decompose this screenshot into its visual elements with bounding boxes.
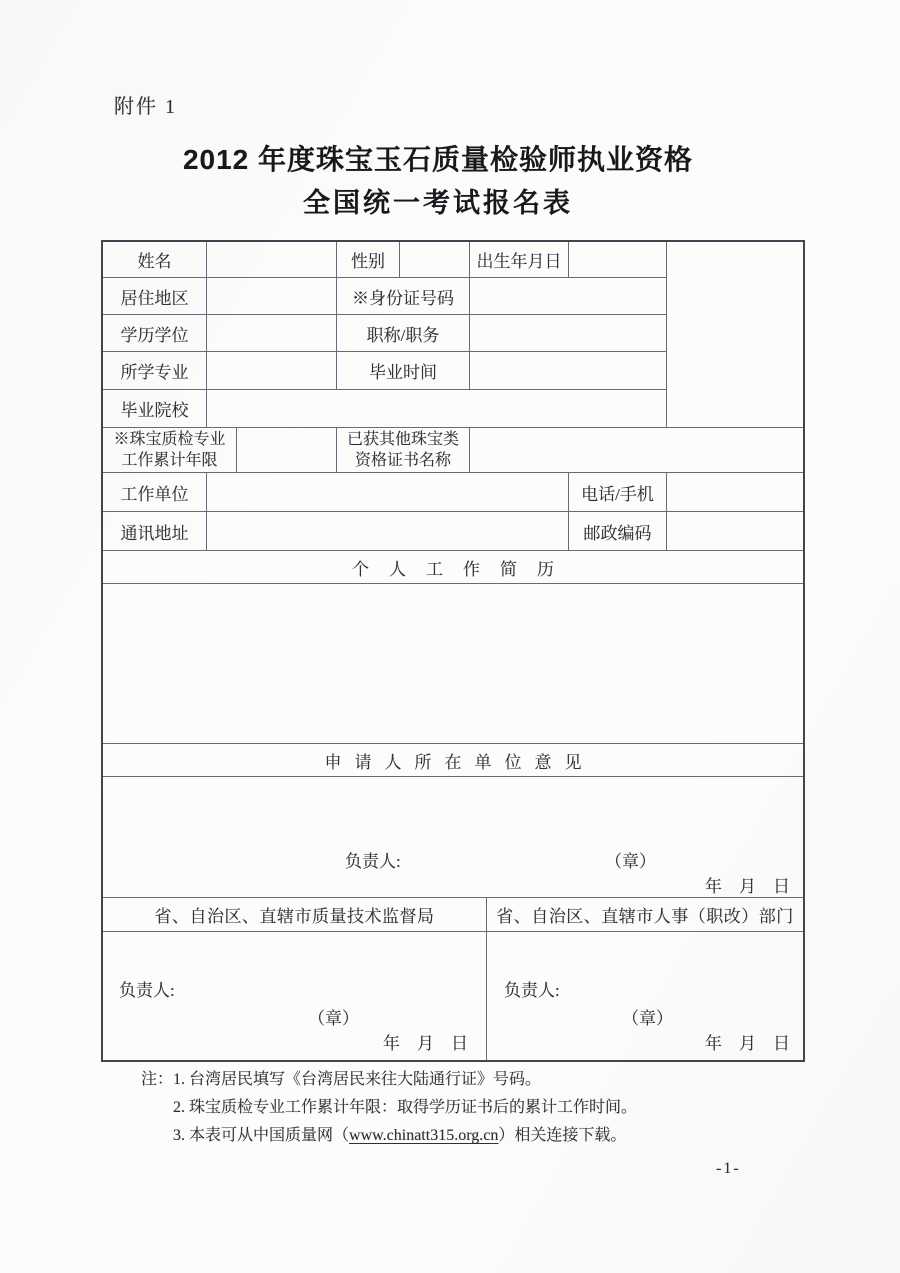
form-grid-departments [103, 898, 803, 1060]
photo-box [667, 242, 803, 428]
field-title-position-value [470, 315, 667, 352]
field-major-value [207, 352, 337, 390]
label-gender: 性别 [337, 242, 400, 278]
attachment-label: 附件 1 [114, 96, 177, 118]
opinion-date-label: 年 月 日 [705, 877, 790, 896]
field-school-value [207, 390, 667, 428]
label-work-unit: 工作单位 [103, 473, 207, 512]
dept-right-responsible-label: 负责人: [504, 981, 560, 1000]
label-work-years-line1: ※珠宝质检专业 [113, 431, 226, 448]
field-residence-value [207, 278, 337, 315]
dept-right-date-label: 年 月 日 [705, 1034, 790, 1053]
opinion-body-area [103, 777, 803, 898]
opinion-responsible-label: 负责人: [345, 852, 401, 871]
dept-left-header: 省、自治区、直辖市质量技术监督局 [103, 898, 487, 932]
label-grad-time: 毕业时间 [337, 352, 470, 390]
label-other-certs-line2: 资格证书名称 [354, 452, 451, 469]
field-other-certs-value [470, 428, 803, 473]
form-grid-main [103, 242, 803, 898]
field-postcode-value [667, 512, 803, 551]
label-major: 所学专业 [103, 352, 207, 390]
label-school: 毕业院校 [103, 390, 207, 428]
dept-right-header: 省、自治区、直辖市人事（职改）部门 [487, 898, 803, 932]
dept-left-date-label: 年 月 日 [383, 1034, 468, 1053]
label-postcode: 邮政编码 [569, 512, 667, 551]
field-work-unit-value [207, 473, 569, 512]
opinion-seal-label: （章） [605, 852, 656, 871]
field-phone-value [667, 473, 803, 512]
label-id-number: ※身份证号码 [337, 278, 470, 315]
form-title-line2: 全国统一考试报名表 [303, 188, 573, 218]
footnotes [141, 1066, 637, 1150]
footnote-item-3-pre: 3. 本表可从中国质量网（ [173, 1127, 350, 1144]
field-birth-date-value [569, 242, 667, 278]
field-grad-time-value [470, 352, 667, 390]
label-work-years-line2: 工作累计年限 [121, 452, 218, 469]
field-education-value [207, 315, 337, 352]
label-work-years [103, 428, 237, 473]
label-other-certs [337, 428, 470, 473]
footnote-item-3-url: www.chinatt315.org.cn [349, 1127, 499, 1144]
page-number: -1- [716, 1160, 741, 1177]
field-gender-value [400, 242, 470, 278]
footnote-item-3 [173, 1122, 637, 1150]
dept-right-seal-label: （章） [622, 1009, 673, 1028]
field-address-value [207, 512, 569, 551]
field-name-value [207, 242, 337, 278]
footnote-item-3-post: ）相关连接下载。 [498, 1127, 627, 1144]
dept-left-seal-label: （章） [308, 1009, 359, 1028]
label-name: 姓名 [103, 242, 207, 278]
footnote-item-1: 1. 台湾居民填写《台湾居民来往大陆通行证》号码。 [173, 1071, 542, 1088]
label-residence: 居住地区 [103, 278, 207, 315]
form-title-line1: 2012 年度珠宝玉石质量检验师执业资格 [182, 144, 694, 175]
footnote-prefix: 注： [141, 1071, 174, 1088]
field-id-number-value [470, 278, 667, 315]
resume-section-header: 个人工作简历 [103, 551, 803, 584]
registration-form-table [101, 240, 805, 1062]
label-other-certs-line1: 已获其他珠宝类 [346, 431, 459, 448]
dept-left-responsible-label: 负责人: [119, 981, 175, 1000]
label-address: 通讯地址 [103, 512, 207, 551]
label-education: 学历学位 [103, 315, 207, 352]
field-work-years-value [237, 428, 337, 473]
opinion-section-header: 申请人所在单位意见 [103, 744, 803, 777]
dept-left-body [103, 932, 487, 1060]
dept-right-body [487, 932, 803, 1060]
label-phone: 电话/手机 [569, 473, 667, 512]
label-title-position: 职称/职务 [337, 315, 470, 352]
label-birth-date: 出生年月日 [470, 242, 569, 278]
footnote-items [173, 1066, 637, 1150]
resume-blank-area [103, 584, 803, 744]
footnote-item-2: 2. 珠宝质检专业工作累计年限：取得学历证书后的累计工作时间。 [173, 1099, 638, 1116]
